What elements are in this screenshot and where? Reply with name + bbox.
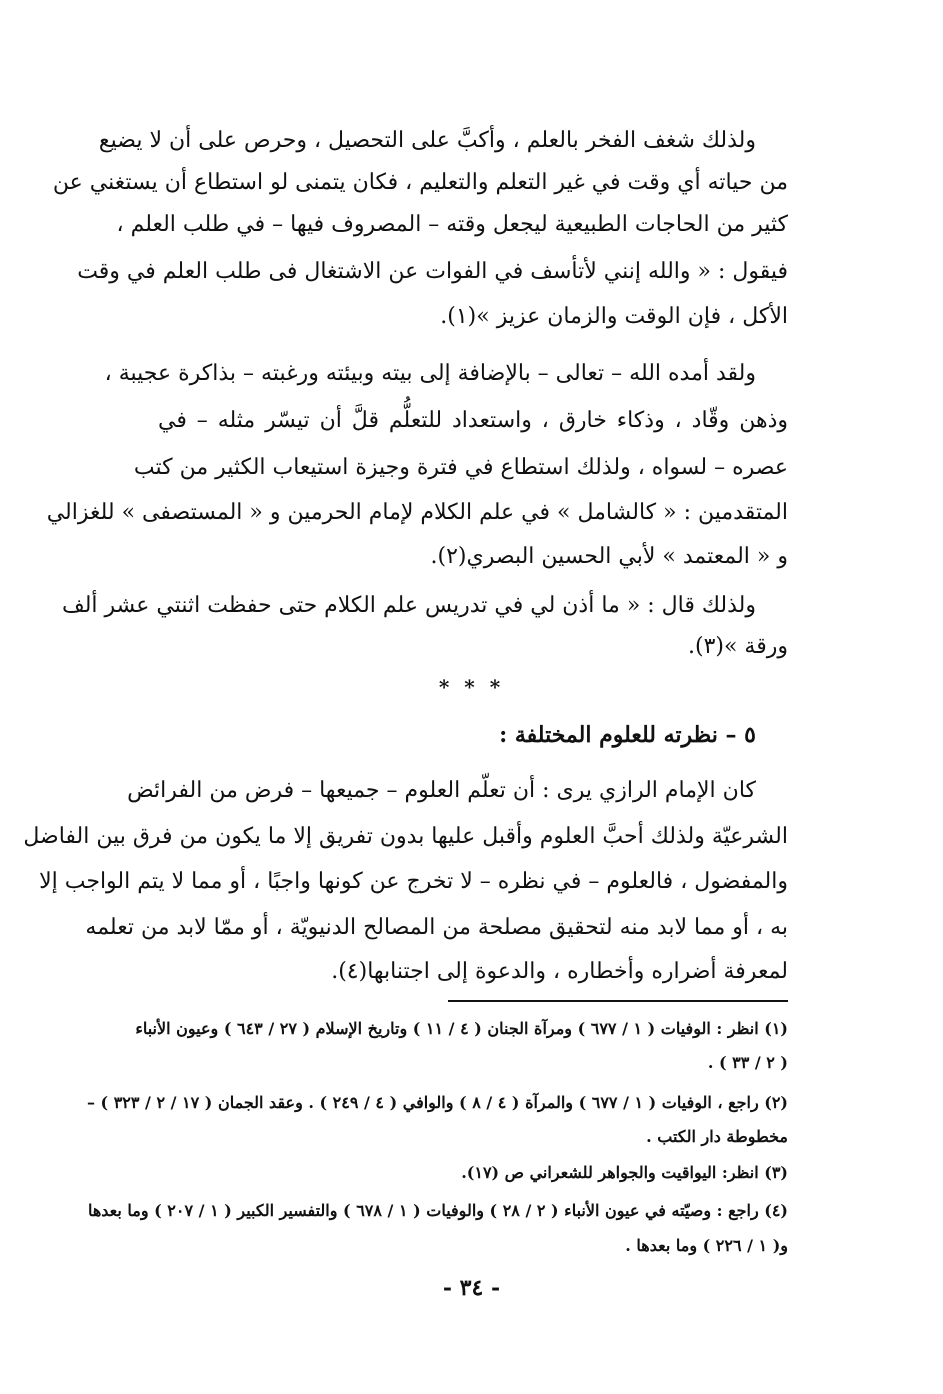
paragraph-1-line-4: فيقول : « والله إنني لأتأسف في الفوات عن الاشتغال فى طلب العلم في وقت [77, 259, 788, 284]
paragraph-1-line-5: الأكل ، فإن الوقت والزمان عزيز »(١). [440, 304, 788, 329]
section-paragraph-line-1: كان الإمام الرازي يرى : أن تعلّم العلوم – جميعها – فرض من الفرائض [127, 778, 756, 803]
page-number: - ٣٤ - [442, 1275, 501, 1301]
footnote-2-line-1: (٢) راجع ، الوفيات ( ١ / ٦٧٧ ) والمرآة ( ٤ / ٨ ) والوافي ( ٤ / ٢٤٩ ) . وعقد الجمان ( ١٧ / ٢ / ٣٢٣ ) – [86, 1093, 788, 1112]
paragraph-2-line-4: المتقدمين : « كالشامل » في علم الكلام لإمام الحرمين و « المستصفى » للغزالي [46, 500, 788, 525]
paragraph-1-line-2: من حياته أي وقت في غير التعلم والتعليم ، فكان يتمنى لو استطاع أن يستغني عن [52, 170, 788, 195]
paragraph-3-line-1: ولذلك قال : « ما أذن لي في تدريس علم الكلام حتى حفظت اثنتي عشر ألف [61, 593, 756, 618]
paragraph-2-line-5: و « المعتمد » لأبي الحسين البصري(٢). [430, 544, 788, 569]
section-paragraph-line-3: والمفضول ، فالعلوم – في نظره – لا تخرج عن كونها واجبًا ، أو مما لا يتم الواجب إلا [39, 869, 788, 894]
paragraph-2-line-2: وذهن وقّاد ، وذكاء خارق ، واستعداد للتعلُّم قلَّ أن تيسّر مثله – في [158, 408, 788, 433]
section-paragraph-line-5: لمعرفة أضراره وأخطاره ، والدعوة إلى اجتنابها(٤). [331, 959, 788, 984]
paragraph-1-line-1: ولذلك شغف الفخر بالعلم ، وأكبَّ على التحصيل ، وحرص على أن لا يضيع [98, 128, 756, 153]
section-separator: * * * [438, 675, 505, 699]
footnote-1-line-2: ( ٢ / ٣٣ ) . [707, 1053, 788, 1072]
footnote-1-line-1: (١) انظر : الوفيات ( ١ / ٦٧٧ ) ومرآة الجنان ( ٤ / ١١ ) وتاريخ الإسلام ( ٢٧ / ٦٤٣ ) وعيون الأنباء [135, 1019, 788, 1038]
paragraph-3-line-2: ورقة »(٣). [687, 634, 788, 659]
section-heading: ٥ – نظرته للعلوم المختلفة : [499, 722, 756, 748]
footnote-3-line-1: (٣) انظر: اليواقيت والجواهر للشعراني ص (١٧). [461, 1163, 788, 1182]
paragraph-2-line-1: ولقد أمده الله – تعالى – بالإضافة إلى بيته وبيئته ورغبته – بذاكرة عجيبة ، [104, 361, 756, 386]
paragraph-2-line-3: عصره – لسواه ، ولذلك استطاع في فترة وجيزة استيعاب الكثير من كتب [133, 455, 788, 480]
paragraph-1-line-3: كثير من الحاجات الطبيعية ليجعل وقته – المصروف فيها – في طلب العلم ، [116, 212, 788, 237]
footnote-4-line-2: و( ١ / ٢٢٦ ) وما بعدها . [625, 1236, 788, 1255]
footnote-rule [448, 1000, 788, 1002]
section-paragraph-line-4: به ، أو مما لابد منه لتحقيق مصلحة من المصالح الدنيويّة ، أو ممّا لابد من تعلمه [85, 915, 788, 940]
footnote-4-line-1: (٤) راجع : وصيّته في عيون الأنباء ( ٢ / ٢٨ ) والوفيات ( ١ / ٦٧٨ ) والتفسير الكبير ( ١ / ٢٠٧ ) وما بعدها [87, 1201, 788, 1220]
footnote-2-line-2: مخطوطة دار الكتب . [646, 1127, 788, 1146]
section-paragraph-line-2: الشرعيّة ولذلك أحبَّ العلوم وأقبل عليها بدون تفريق إلا ما يكون من فرق بين الفاضل [23, 824, 788, 849]
